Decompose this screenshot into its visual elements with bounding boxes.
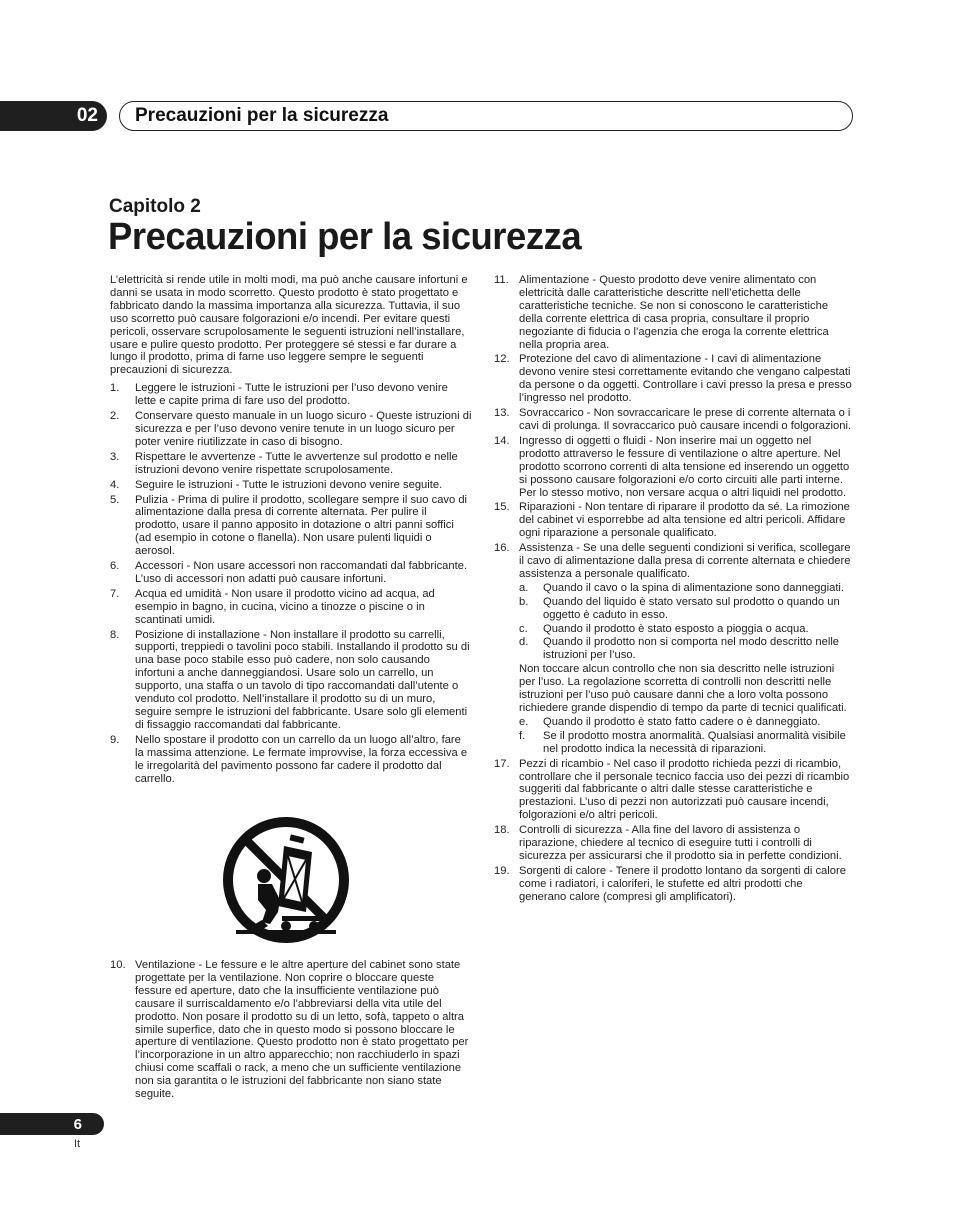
item-text: Sovraccarico - Non sovraccaricare le prese di corrente alternata o i cavi di prolunga. Il sovraccarico può causare incendi o folgorazioni.: [519, 407, 852, 432]
left-column: [110, 274, 472, 787]
item-text: Ingresso di oggetti o fluidi - Non inserire mai un oggetto nel prodotto attraverso le fessure di ventilazione o altre aperture. Nel prodotto scorrono correnti di alta tensione ed inserendo un oggetto si possono causare folgorazioni e/o corto circuiti alle parti interne. Per lo stesso motivo, non versare acqua o altri liquidi nel prodotto.: [519, 434, 850, 499]
item-number: 4.: [110, 478, 120, 491]
list-item: [110, 560, 472, 586]
item-number: 17.: [494, 757, 510, 770]
item-number: 11.: [494, 274, 509, 286]
chapter-number: 02: [76, 105, 98, 126]
cart-tip-over-warning-icon: [222, 816, 350, 944]
item-text: Acqua ed umidità - Non usare il prodotto vicino ad acqua, ad esempio in bagno, in cucina, vicino a tinozze o piscine o in scantinati umidi.: [135, 587, 435, 626]
item-number: 3.: [110, 450, 120, 463]
item-text: Posizione di installazione - Non installare il prodotto su carrelli, supporti, treppiedi o tavolini poco stabili. Installando il prodotto su di una base poco stabile esso può cadere, non solo causando infortuni a anche danneggiandosi. Usare solo un carrello, un supporto, una staffa o un tavolo di tipo raccomandati dall’utente o venduto col prodotto. Nell’installare il prodotto su di un muro, seguire sempre le istruzioni del fabbricante. Usare solo gli elementi di fissaggio raccomandati dal fabbricante.: [135, 628, 470, 731]
list-item: [494, 865, 852, 904]
item-text: Rispettare le avvertenze - Tutte le avvertenze sul prodotto e nelle istruzioni devono venire rispettate scrupolosamente.: [135, 450, 458, 476]
sub-item-text: Quando del liquido è stato versato sul prodotto o quando un oggetto è caduto in esso.: [543, 595, 840, 621]
sub-item-text: Quando il prodotto non si comporta nel modo descritto nelle istruzioni per l’uso.: [543, 636, 840, 662]
item-text: Sorgenti di calore - Tenere il prodotto lontano da sorgenti di calore come i radiatori, i caloriferi, le stufette ed altri prodotti che generano calore (compresi gli amplificatori).: [519, 864, 846, 903]
sub-item-letter: a.: [519, 581, 529, 594]
item-number: 14.: [494, 434, 510, 447]
list-item: [110, 588, 472, 627]
item-text: Controlli di sicurezza - Alla fine del lavoro di assistenza o riparazione, chiedere al tecnico di eseguire tutti i controlli di sicurezza per assicurarsi che il prodotto sia in perfette condizioni.: [519, 824, 842, 862]
item-text: Assistenza - Se una delle seguenti condizioni si verifica, scollegare il cavo di alimentazione dalla presa di corrente alternata e chiedere assistenza a personale qualificato.: [519, 542, 851, 580]
list-item: [494, 758, 852, 823]
item-text: Pulizia - Prima di pulire il prodotto, scollegare sempre il suo cavo di alimentazione dalla presa di corrente alternata. Per pulire il prodotto, usare il panno apposito in dotazione o altri panni soffici (ad esempio in cotone o flanella). Non usare pulenti liquidi o aerosol.: [135, 493, 468, 558]
item-text: Ventilazione - Le fessure e le altre aperture del cabinet sono state progettate per la ventilazione. Non coprire o bloccare queste fessure ed aperture, dato che la insufficiente ventilazione può causare il surriscaldamento e/o l’abbreviarsi della vita utile del prodotto. Non posare il prodotto su di un letto, sofà, tappeto o altra simile superfice, dato che in questo modo si possono bloccare le aperture di ventilazione. Questo prodotto non è stato progettato per l’incorporazione in un altro apparecchio; non racchiuderlo in spazi chiusi come scaffali o rack, a meno che un sufficiente ventilazione non sia garantita o le istruzioni del fabbricante non siano state seguite.: [135, 959, 469, 1101]
sub-item-text: Quando il prodotto è stato esposto a pioggia o acqua.: [543, 622, 809, 635]
language-code: It: [74, 1138, 81, 1150]
item-number: 12.: [494, 353, 510, 366]
list-item: [110, 382, 472, 408]
list-item: [110, 410, 472, 449]
intro-paragraph: L’elettricità si rende utile in molti modi, ma può anche causare infortuni e danni se usata in modo scorretto. Questo prodotto è stato progettato e fabbricato dando la massima importanza alla sicurezza. Tuttavia, il suo uso scorretto può causare folgorazioni e/o incendi. Per evitare questi pericoli, osservare scrupolosamente le seguenti istruzioni nell’installare, usare e pulire questo prodotto. Per proteggere sé stessi e far durare a lungo il prodotto, prima di farne uso leggere sempre le seguenti precauzioni di sicurezza.: [110, 274, 468, 377]
chapter-header: [119, 101, 853, 131]
page-number-tab: [0, 1113, 104, 1135]
list-item: [110, 479, 472, 492]
item-text: Protezione del cavo di alimentazione - I cavi di alimentazione devono venire stesi correttamente evitando che vengano calpestati da persone o da oggetti. Controllare i cavi presso la presa e presso l’ingresso nel prodotto.: [519, 353, 852, 405]
sub-item: [519, 623, 852, 636]
sub-item: [519, 730, 852, 756]
item-text: Alimentazione - Questo prodotto deve venire alimentato con elettricità dalle caratteristiche descritte nell’etichetta delle caratteristiche tecniche. Se non si conoscono le caratteristiche della corrente elettrica di casa propria, consultare il proprio negoziante di fiducia o l’agenzia che eroga la corrente elettrica nella propria area.: [519, 274, 829, 351]
sub-item-letter: c.: [519, 622, 528, 635]
sub-item-letter: e.: [519, 715, 529, 728]
item-number: 18.: [494, 824, 510, 837]
list-item: [494, 501, 852, 540]
item-text: Riparazioni - Non tentare di riparare il prodotto da sé. La rimozione del cabinet vi esporrebbe ad alta tensione ed altri pericoli. Affidare ogni riparazione a personale qualificato.: [519, 501, 850, 540]
list-item: [494, 435, 852, 500]
page-number: 6: [73, 1115, 82, 1133]
list-item: [494, 542, 852, 756]
sub-item-text: Quando il prodotto è stato fatto cadere o è danneggiato.: [543, 715, 821, 728]
item-number: 8.: [110, 628, 120, 641]
chapter-number-tab: [0, 101, 107, 131]
right-column: [494, 274, 852, 906]
item-number: 7.: [110, 587, 120, 600]
list-item: [494, 353, 852, 405]
item-note: Non toccare alcun controllo che non sia descritto nelle istruzioni per l’uso. La regolazione scorretta di controlli non descritti nelle istruzioni per l’uso può causare danni che a loro volta possono richiedere grande dispendio di tempo da parte di tecnici qualificati.: [519, 663, 847, 714]
item-text: Pezzi di ricambio - Nel caso il prodotto richieda pezzi di ricambio, controllare che il personale tecnico faccia uso dei pezzi di ricambio suggeriti dal fabbricante o altri dalle stesse caratteristiche e prestazioni. L’uso di pezzi non autorizzati può causare incendi, folgorazioni e/o altri pericoli.: [519, 757, 850, 822]
item-number: 6.: [110, 560, 120, 573]
sub-item-text: Se il prodotto mostra anormalità. Qualsiasi anormalità visibile nel prodotto indica la necessità di riparazioni.: [543, 729, 846, 755]
item-number: 10.: [110, 959, 126, 971]
sub-item: [519, 596, 852, 622]
item-text: Accessori - Non usare accessori non raccomandati dal fabbricante. L’uso di accessori non adatti può causare infortuni.: [135, 560, 468, 585]
chapter-label: Capitolo 2: [109, 196, 201, 217]
sub-item: [519, 582, 852, 595]
item-text: Nello spostare il prodotto con un carrello da un luogo all’altro, fare la massima attenzione. Le fermate improvvise, la forza eccessiva e le irregolarità del pavimento possono far cadere il prodotto dal carrello.: [135, 733, 468, 785]
sub-item: [519, 716, 852, 729]
list-item: [110, 959, 472, 1101]
list-item: [110, 734, 472, 786]
chapter-header-title: Precauzioni per la sicurezza: [135, 105, 389, 126]
list-item: [110, 494, 472, 559]
left-column-bottom: [110, 959, 472, 1103]
page-title: Precauzioni per la sicurezza: [108, 216, 582, 258]
list-item: [110, 451, 472, 477]
item-text: Seguire le istruzioni - Tutte le istruzioni devono venire seguite.: [135, 478, 443, 491]
item-number: 16.: [494, 542, 510, 555]
item-number: 2.: [110, 410, 120, 423]
item-number: 5.: [110, 493, 120, 506]
item-text: Leggere le istruzioni - Tutte le istruzioni per l’uso devono venire lette e capite prima di fare uso del prodotto.: [135, 382, 448, 408]
item-number: 19.: [494, 864, 510, 877]
sub-item-letter: b.: [519, 595, 529, 608]
sub-item-letter: f.: [519, 729, 526, 742]
item-number: 1.: [110, 382, 120, 395]
list-item: [494, 274, 852, 351]
sub-item-text: Quando il cavo o la spina di alimentazione sono danneggiati.: [543, 581, 845, 594]
sub-item: [519, 636, 852, 662]
list-item: [110, 629, 472, 732]
sub-item-letter: d.: [519, 636, 529, 649]
item-text: Conservare questo manuale in un luogo sicuro - Queste istruzioni di sicurezza e per l’uso devono venire tenute in un luogo sicuro per poter venire riutilizzate in caso di bisogno.: [135, 410, 472, 448]
item-number: 13.: [494, 407, 510, 420]
item-number: 15.: [494, 501, 510, 514]
list-item: [494, 824, 852, 863]
item-number: 9.: [110, 733, 120, 746]
list-item: [494, 407, 852, 433]
